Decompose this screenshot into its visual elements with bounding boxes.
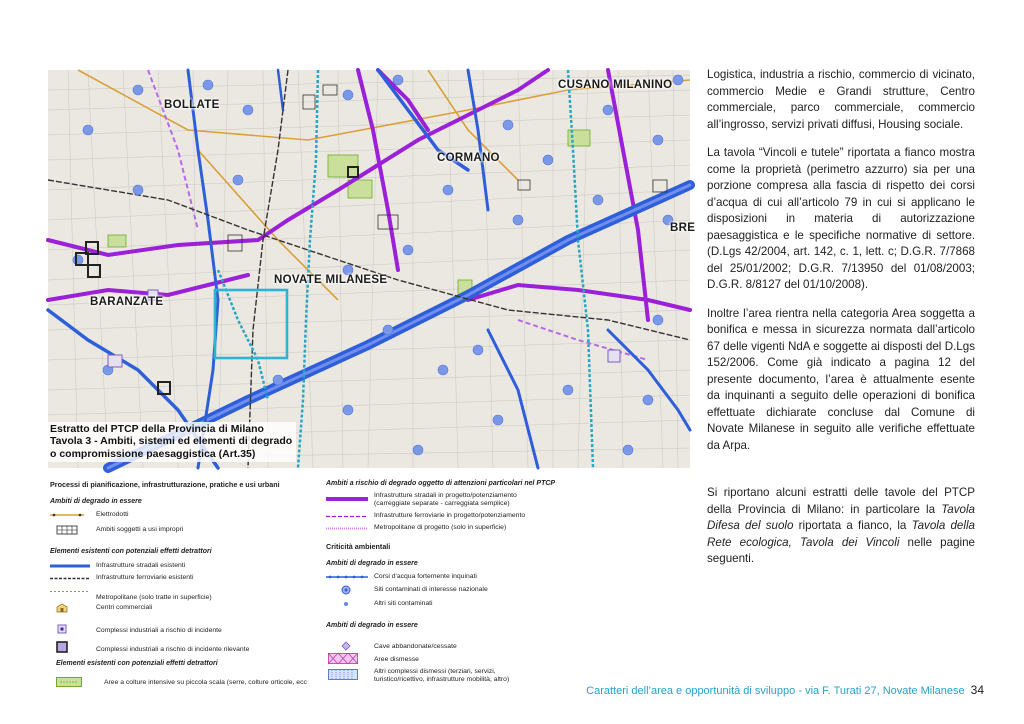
- legend-cave: Cave abbandonate/cessate: [374, 643, 457, 650]
- label-novate-milanese: NOVATE MILANESE: [274, 274, 388, 286]
- label-cormano: CORMANO: [437, 152, 500, 164]
- intensive-crops-swatch: [56, 677, 82, 687]
- page-number: 34: [970, 683, 984, 697]
- shopping-center-icon: [56, 603, 68, 613]
- footer-separator: -: [795, 685, 806, 697]
- industrial-major-risk-icon: [56, 641, 68, 653]
- map-legend: [48, 476, 648, 696]
- label-bre: BRE: [670, 222, 696, 234]
- polluted-water-swatch: [326, 574, 368, 580]
- estratti-text-c: riportata a fianco, la: [793, 519, 912, 532]
- estratti-tavola-difesa: Tavola Difesa del suolo: [707, 502, 975, 532]
- legend-left-sub2: Elementi esistenti con potenziali effetti detrattori: [50, 548, 212, 555]
- electrodotti-swatch: [50, 512, 84, 518]
- label-baranzate: BARANZATE: [90, 296, 164, 308]
- legend-metro-progetto: Metropolitane di progetto (solo in superficie): [374, 524, 507, 531]
- paragraph-bonifica: Inoltre l’area rientra nella categoria Area soggetta a bonifica e messa in sicurezza normata dall’articolo 67 delle vigenti NdA e soggette ai disposti del D.Lgs 152/2006. Come già indicato a pagina 12 del presente documento, l’area è attualmente esente da inquinanti a seguito delle operazioni di bonifica effettuate dichiarate concluse dal Comune di Novate Milanese in seguito alle verifiche effettuate da Arpa.: [707, 306, 975, 452]
- caption-line-3: o compromissione paesaggistica (Art.35): [50, 447, 256, 460]
- legend-right-heading2: Criticità ambientali: [326, 542, 391, 551]
- footer-address: via F. Turati 27, Novate Milanese: [805, 685, 965, 697]
- ptcp-map: [48, 70, 696, 468]
- caption-line-1: Estratto del PTCP della Provincia di Milano: [50, 422, 264, 435]
- legend-complessi-dismessi: Altri complessi dismessi (terziari, servizi,: [374, 668, 496, 675]
- legend-ferrovie-esistenti: Infrastrutture ferroviarie esistenti: [96, 574, 194, 581]
- legend-altri-siti: Altri siti contaminati: [374, 600, 433, 607]
- map-graphics: [48, 70, 690, 468]
- paragraph-vincoli: La tavola “Vincoli e tutele” riportata a fianco mostra come la proprietà (perimetro azzurro) sia per una porzione compresa alla fascia di rispetto dei corsi d’acqua di cui all’articolo 79 in cui si applicano le disposizioni in materia di autorizzazione paesaggistica e le specifiche normative di settore. (D.Lgs 42/2004, art. 142, c. 1, lett. c; D.G.R. 7/7868 del 25/01/2002; D.G.R. 7/13950 del 01/08/2003; D.G.R. 8/8127 del 01/10/2008).: [707, 146, 975, 291]
- brownfield-swatch: [328, 653, 358, 664]
- legend-right-sub2: Ambiti di degrado in essere: [326, 622, 418, 629]
- label-bollate: BOLLATE: [164, 99, 220, 111]
- legend-left-sub1: Ambiti di degrado in essere: [50, 498, 142, 505]
- paragraph-usi: Logistica, industria a rischio, commercio di vicinato, commercio Medie e Grandi strutture, Centro commerciale, parco commerciale, commercio all’ingrosso, servizi privati diffusi, Housing sociale.: [707, 68, 975, 131]
- caption-line-2: Tavola 3 - Ambiti, sistemi ed elementi di degrado: [50, 435, 293, 447]
- estratti-text-a: Si riportano alcuni estratti delle tavole del PTCP della Provincia di Milano: in particolare la: [707, 486, 975, 516]
- legend-right-heading: Ambiti a rischio di degrado oggetto di attenzioni particolari nel PTCP: [326, 480, 556, 487]
- legend-left-sub3: Elementi esistenti con potenziali effetti detrattori: [56, 660, 218, 667]
- legend-centri-commerciali: Centri commerciali: [96, 604, 153, 611]
- map-caption: [48, 422, 296, 463]
- national-site-icon: [341, 585, 351, 595]
- footer-title: Caratteri dell’area e opportunità di sviluppo: [586, 685, 796, 697]
- legend-complessi-dismessi-2: turistico/ricettivo, infrastrutture mobilità, altro): [374, 676, 510, 683]
- improper-use-swatch: [56, 525, 78, 535]
- legend-rischio-rilevante: Complessi industriali a rischio di incidente rilevante: [96, 646, 250, 653]
- legend-left-heading: Processi di pianificazione, infrastrutturazione, pratiche e usi urbani: [50, 480, 280, 489]
- page-footer: [586, 683, 984, 697]
- estratti-tavola-rete: Tavola della Rete ecologica, Tavola dei Vincoli: [707, 519, 975, 549]
- project-metro-swatch: [326, 526, 368, 531]
- project-road-swatch: [326, 495, 368, 503]
- legend-corsi-acqua: Corsi d'acqua fortemente inquinati: [374, 573, 477, 580]
- legend-rischio-incidente: Complessi industriali a rischio di incidente: [96, 627, 222, 634]
- metro-swatch: [50, 589, 90, 594]
- legend-ferrovie-progetto: Infrastrutture ferroviarie in progetto/potenziamento: [374, 512, 526, 519]
- paragraph-estratti: [707, 485, 975, 568]
- legend-strade-esistenti: Infrastrutture stradali esistenti: [96, 562, 186, 569]
- legend-usi-impropri: Ambiti soggetti a usi impropri: [96, 526, 184, 533]
- road-swatch: [50, 563, 90, 569]
- railway-swatch: [50, 576, 90, 581]
- description-text: [707, 67, 975, 580]
- legend-aree-dismesse: Aree dismesse: [374, 656, 419, 663]
- estratti-text-e: nelle pagine seguenti.: [707, 535, 975, 565]
- project-railway-swatch: [326, 514, 368, 519]
- legend-colture-intensive: Aree a colture intensive su piccola scala (serre, colture orticole, ecc: [104, 679, 307, 686]
- legend-siti-nazionali: Siti contaminati di interesse nazionale: [374, 586, 488, 593]
- legend-strade-progetto-note: (carreggiate separate - carreggiata semplice): [374, 500, 510, 507]
- quarry-icon: [341, 641, 351, 651]
- legend-strade-progetto: Infrastrutture stradali in progetto/potenziamento: [374, 492, 517, 499]
- dismissed-complex-swatch: [328, 669, 358, 680]
- legend-right-sub1: Ambiti di degrado in essere: [326, 560, 418, 567]
- legend-metropolitane: Metropolitane (solo tratte in superficie): [96, 594, 212, 601]
- legend-elettrodotti: Elettrodotti: [96, 511, 129, 518]
- other-site-icon: [343, 601, 349, 607]
- label-cusano-milanino: CUSANO MILANINO: [558, 79, 673, 91]
- industrial-risk-icon: [57, 624, 67, 634]
